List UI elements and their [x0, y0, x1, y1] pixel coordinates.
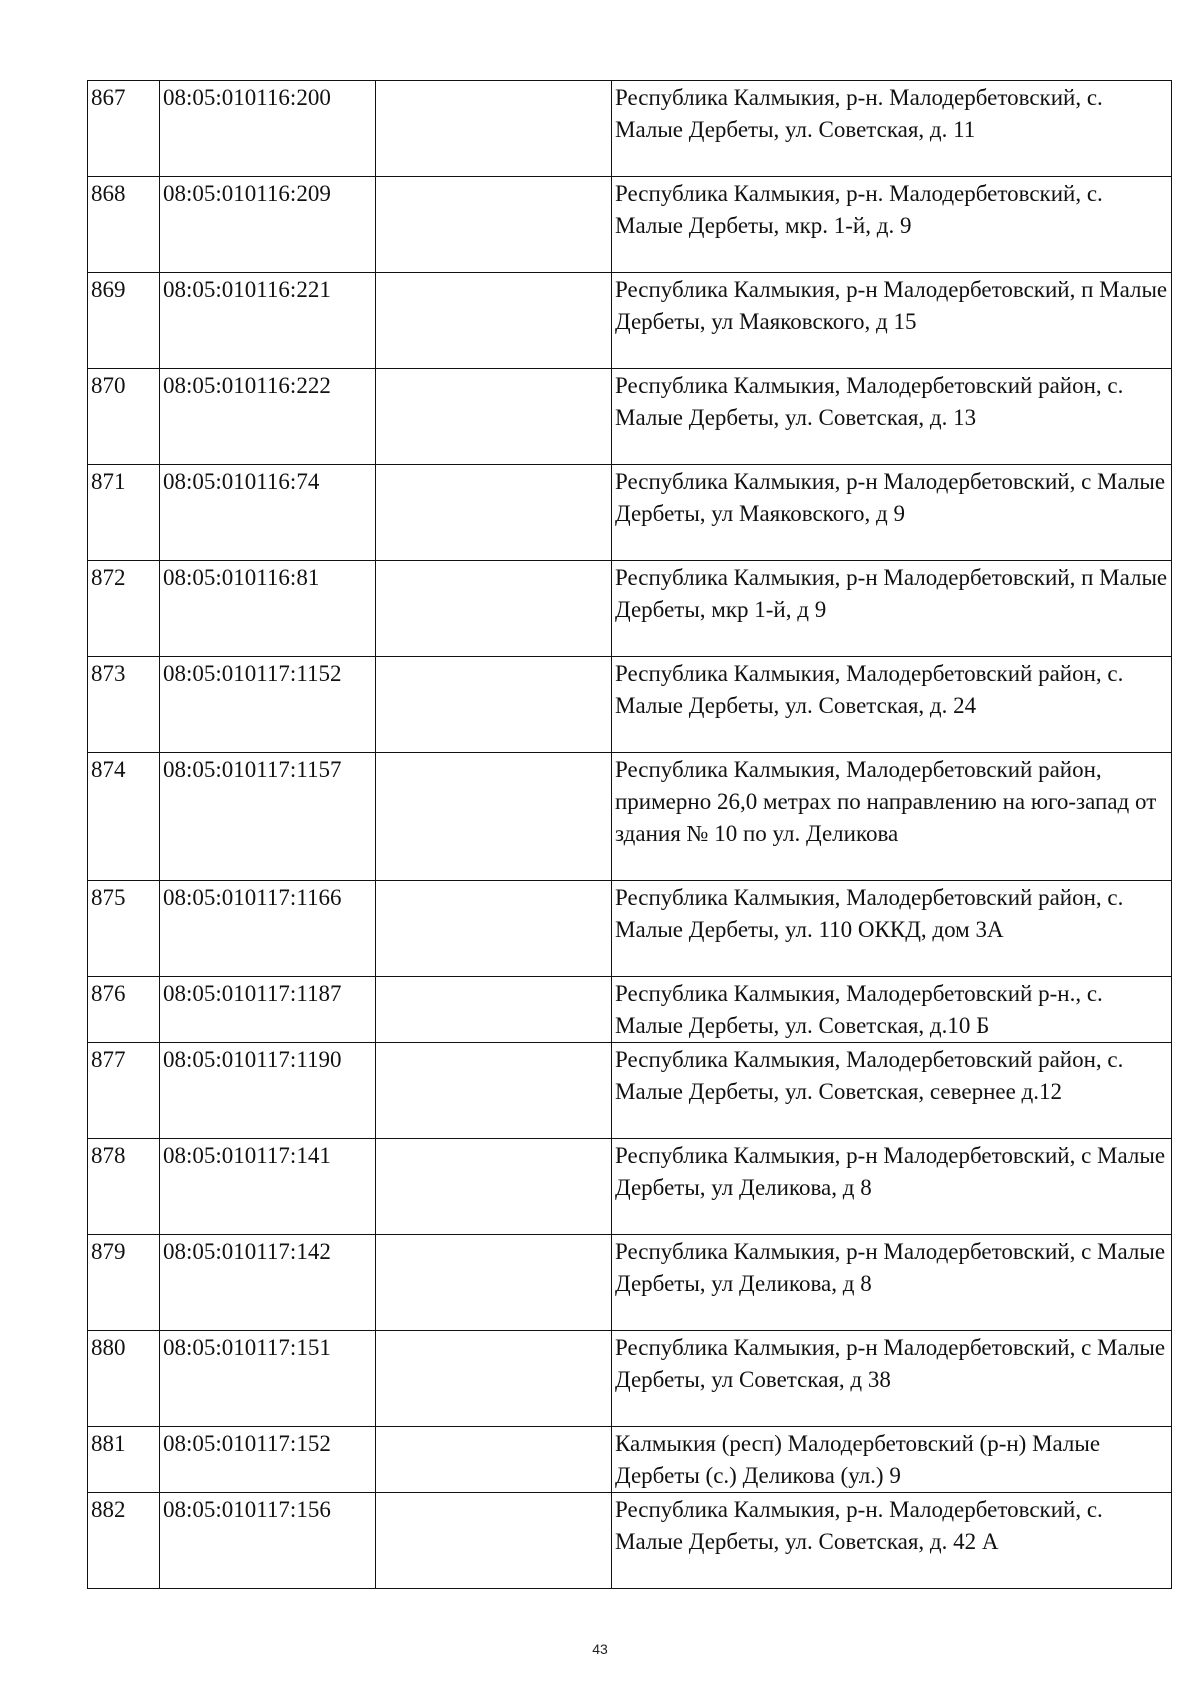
table-row [88, 81, 1172, 177]
address-cell: Республика Калмыкия, Малодербетовский район, с. Малые Дербеты, ул. Советская, севернее д.12 [612, 1043, 1172, 1139]
table-row [88, 177, 1172, 273]
row-number: 872 [88, 561, 160, 657]
cadastral-number: 08:05:010117:141 [160, 1139, 376, 1235]
row-number: 876 [88, 977, 160, 1043]
row-number: 875 [88, 881, 160, 977]
cadastral-number: 08:05:010116:81 [160, 561, 376, 657]
address-cell: Калмыкия (респ) Малодербетовский (р-н) Малые Дербеты (с.) Деликова (ул.) 9 [612, 1427, 1172, 1493]
table-row [88, 561, 1172, 657]
empty-cell [376, 465, 612, 561]
address-cell: Республика Калмыкия, р-н. Малодербетовский, с. Малые Дербеты, ул. Советская, д. 11 [612, 81, 1172, 177]
row-number: 873 [88, 657, 160, 753]
table-row [88, 1331, 1172, 1427]
cadastral-number: 08:05:010117:1152 [160, 657, 376, 753]
empty-cell [376, 753, 612, 881]
empty-cell [376, 81, 612, 177]
table-row [88, 881, 1172, 977]
table-row [88, 977, 1172, 1043]
cadastral-number: 08:05:010116:221 [160, 273, 376, 369]
row-number: 870 [88, 369, 160, 465]
cadastral-number: 08:05:010117:1166 [160, 881, 376, 977]
address-cell: Республика Калмыкия, Малодербетовский район, с. Малые Дербеты, ул. 110 ОККД, дом 3А [612, 881, 1172, 977]
row-number: 877 [88, 1043, 160, 1139]
empty-cell [376, 273, 612, 369]
table-row [88, 465, 1172, 561]
empty-cell [376, 1493, 612, 1589]
row-number: 880 [88, 1331, 160, 1427]
address-cell: Республика Калмыкия, р-н Малодербетовский, п Малые Дербеты, ул Маяковского, д 15 [612, 273, 1172, 369]
row-number: 868 [88, 177, 160, 273]
row-number: 869 [88, 273, 160, 369]
registry-table [87, 80, 1172, 1589]
empty-cell [376, 1331, 612, 1427]
cadastral-number: 08:05:010117:156 [160, 1493, 376, 1589]
empty-cell [376, 1427, 612, 1493]
row-number: 881 [88, 1427, 160, 1493]
cadastral-number: 08:05:010117:151 [160, 1331, 376, 1427]
table-row [88, 1235, 1172, 1331]
address-cell: Республика Калмыкия, р-н Малодербетовский, с Малые Дербеты, ул Советская, д 38 [612, 1331, 1172, 1427]
cadastral-number: 08:05:010116:200 [160, 81, 376, 177]
address-cell: Республика Калмыкия, р-н Малодербетовский, с Малые Дербеты, ул Деликова, д 8 [612, 1139, 1172, 1235]
page-number: 43 [592, 1641, 608, 1657]
cadastral-number: 08:05:010116:222 [160, 369, 376, 465]
empty-cell [376, 1043, 612, 1139]
address-cell: Республика Калмыкия, р-н Малодербетовский, с Малые Дербеты, ул Деликова, д 8 [612, 1235, 1172, 1331]
row-number: 867 [88, 81, 160, 177]
table-row [88, 753, 1172, 881]
empty-cell [376, 977, 612, 1043]
cadastral-number: 08:05:010117:1190 [160, 1043, 376, 1139]
table-row [88, 1043, 1172, 1139]
address-cell: Республика Калмыкия, Малодербетовский р-н., с. Малые Дербеты, ул. Советская, д.10 Б [612, 977, 1172, 1043]
empty-cell [376, 1235, 612, 1331]
cadastral-number: 08:05:010117:1187 [160, 977, 376, 1043]
empty-cell [376, 561, 612, 657]
table-row [88, 273, 1172, 369]
row-number: 882 [88, 1493, 160, 1589]
address-cell: Республика Калмыкия, Малодербетовский район, примерно 26,0 метрах по направлению на юго-запад от здания № 10 по ул. Деликова [612, 753, 1172, 881]
empty-cell [376, 369, 612, 465]
table-row [88, 1427, 1172, 1493]
empty-cell [376, 881, 612, 977]
empty-cell [376, 657, 612, 753]
table-row [88, 1139, 1172, 1235]
empty-cell [376, 1139, 612, 1235]
cadastral-number: 08:05:010117:142 [160, 1235, 376, 1331]
row-number: 871 [88, 465, 160, 561]
cadastral-number: 08:05:010117:1157 [160, 753, 376, 881]
address-cell: Республика Калмыкия, р-н. Малодербетовский, с. Малые Дербеты, ул. Советская, д. 42 А [612, 1493, 1172, 1589]
table-row [88, 1493, 1172, 1589]
empty-cell [376, 177, 612, 273]
row-number: 879 [88, 1235, 160, 1331]
cadastral-number: 08:05:010117:152 [160, 1427, 376, 1493]
row-number: 874 [88, 753, 160, 881]
address-cell: Республика Калмыкия, Малодербетовский район, с. Малые Дербеты, ул. Советская, д. 13 [612, 369, 1172, 465]
address-cell: Республика Калмыкия, р-н. Малодербетовский, с. Малые Дербеты, мкр. 1-й, д. 9 [612, 177, 1172, 273]
cadastral-number: 08:05:010116:74 [160, 465, 376, 561]
table-row [88, 657, 1172, 753]
address-cell: Республика Калмыкия, р-н Малодербетовский, п Малые Дербеты, мкр 1-й, д 9 [612, 561, 1172, 657]
table-row [88, 369, 1172, 465]
address-cell: Республика Калмыкия, Малодербетовский район, с. Малые Дербеты, ул. Советская, д. 24 [612, 657, 1172, 753]
row-number: 878 [88, 1139, 160, 1235]
address-cell: Республика Калмыкия, р-н Малодербетовский, с Малые Дербеты, ул Маяковского, д 9 [612, 465, 1172, 561]
cadastral-number: 08:05:010116:209 [160, 177, 376, 273]
